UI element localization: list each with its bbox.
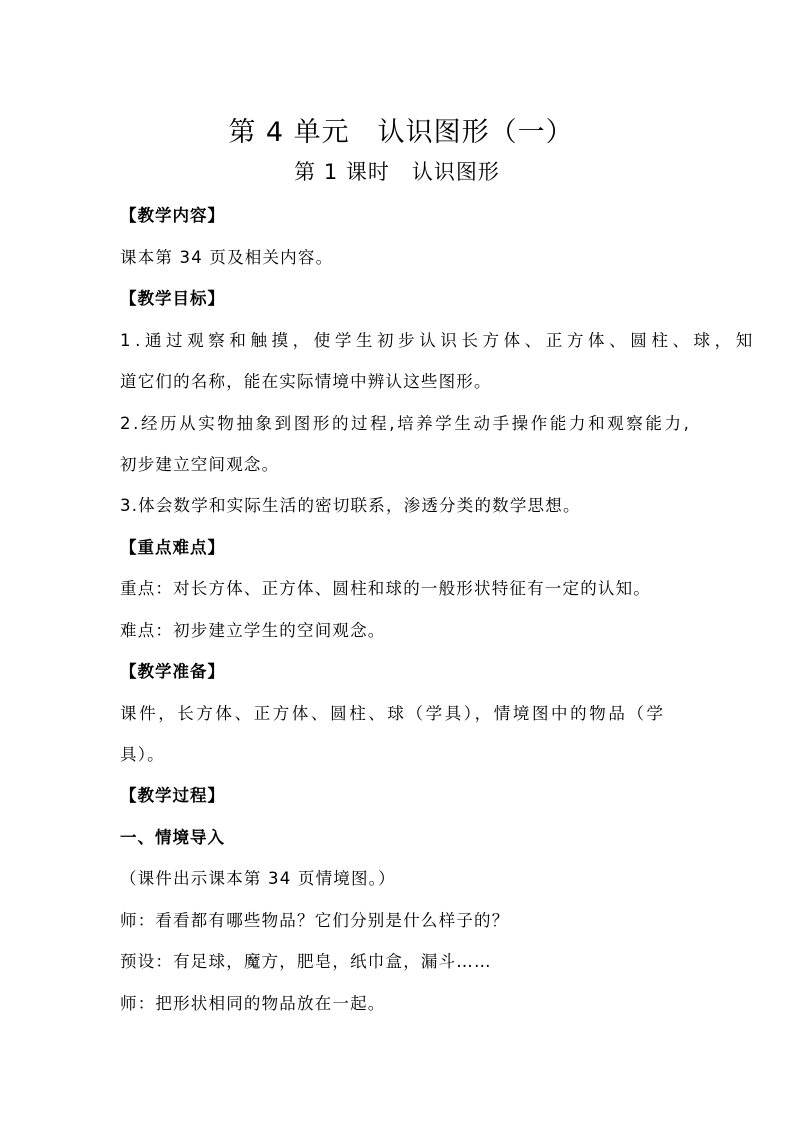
- unit-title: 第 4 单元 认识图形（一）: [228, 117, 574, 148]
- paragraph-line: 2.经历从实物抽象到图形的过程,培养学生动手操作能力和观察能力,: [120, 414, 692, 433]
- paragraph-line: 课件，长方体、正方体、圆柱、球（学具），情境图中的物品（学: [120, 704, 666, 723]
- section-heading-key-points: 【重点难点】: [120, 538, 225, 557]
- lesson-title: 第 1 课时 认识图形: [294, 160, 500, 184]
- paragraph-line: 难点：初步建立学生的空间观念。: [120, 621, 386, 640]
- section-heading-process: 【教学过程】: [120, 786, 225, 805]
- subsection-heading: 一、情境导入: [120, 828, 225, 847]
- paragraph-line: （课件出示课本第 34 页情境图。）: [120, 869, 396, 888]
- section-heading-objectives: 【教学目标】: [120, 289, 225, 308]
- paragraph-line: 师：看看都有哪些物品？它们分别是什么样子的？: [120, 911, 510, 930]
- paragraph-line: 道它们的名称，能在实际情境中辨认这些图形。: [120, 372, 492, 391]
- paragraph-line: 重点：对长方体、正方体、圆柱和球的一般形状特征有一定的认知。: [120, 579, 651, 598]
- paragraph-line: 师：把形状相同的物品放在一起。: [120, 994, 386, 1013]
- paragraph-line: 3.体会数学和实际生活的密切联系，渗透分类的数学思想。: [120, 496, 581, 515]
- paragraph-line: 1.通过观察和触摸，使学生初步认识长方体、正方体、圆柱、球，知: [120, 331, 757, 350]
- paragraph-line: 课本第 34 页及相关内容。: [120, 248, 334, 267]
- paragraph-line: 具）。: [120, 745, 165, 764]
- paragraph-line: 预设：有足球，魔方，肥皂，纸巾盒，漏斗……: [120, 952, 492, 971]
- paragraph-line: 初步建立空间观念。: [120, 455, 280, 474]
- section-heading-content: 【教学内容】: [120, 206, 225, 225]
- section-heading-preparation: 【教学准备】: [120, 662, 225, 681]
